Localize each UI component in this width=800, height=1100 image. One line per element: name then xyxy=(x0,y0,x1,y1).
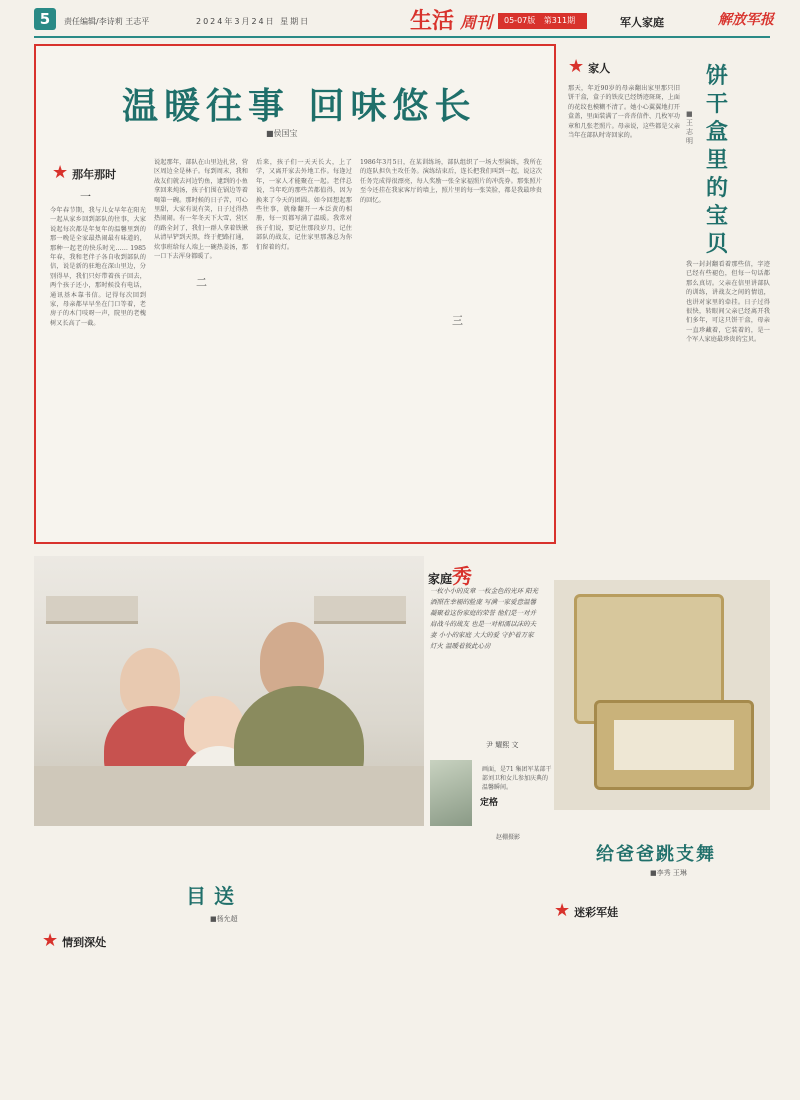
main-article xyxy=(34,44,556,544)
farewell-article-byline: ■杨允超 xyxy=(210,915,238,923)
article-column-4: 1986年3月5日，在某训练场，部队组织了一场大型演练，我所在的连队担负主攻任务。演练结束后，连长把我们叫到一起，说这次任务完成得很漂亮，每人奖励一张全家福照片的冲洗券。那张照片至今还挂在我家客厅的墙上，照片里的每一张笑脸，都是我最珍贵的回忆。 xyxy=(360,159,542,204)
section-weekly: 周刊 xyxy=(460,13,493,32)
subsection-number: 三 xyxy=(452,314,463,327)
section-heading: ★ 那年那时 xyxy=(52,162,117,183)
side-article-column-2: 我一封封翻看着那些信，字迹已经有些褪色，但每一句话都那么真切。父亲在信里讲部队的训练，讲战友之间的情谊，也讲对家里的牵挂。日子过得很快，转眼间父亲已经离开我们多年，可这只饼干盒，母亲一直珍藏着，它装着的，是一个军人家庭最珍贵的宝贝。 xyxy=(686,261,770,344)
biscuit-box-photo xyxy=(554,580,770,810)
family-photo xyxy=(34,556,424,826)
dance-article-title: 给爸爸跳支舞 xyxy=(596,844,716,865)
article-column-3: 后来，孩子们一天天长大，上了学，又离开家去外地工作。每逢过年，一家人才能聚在一起。老伴总说，当年吃的那些苦都值得，因为换来了今天的团圆。如今回想起那些往事，就像翻开一本泛黄的相册，每一页都写满了温暖。我常对孩子们说，要记住那段岁月，记住部队的战友，记住家里那盏总为你们留着的灯。 xyxy=(256,159,352,251)
header-rule xyxy=(34,36,770,38)
page-number: 5 xyxy=(34,8,56,30)
box-papers xyxy=(614,720,734,770)
side-article-column-1: 那天，年近90岁的母亲翻出家里那只旧饼干盒，盒子的铁皮已经锈迹斑斑，上面的花纹也模糊不清了。她小心翼翼地打开盒盖，里面装满了一沓沓信件、几枚军功章和几张老照片。母亲说，这些都是父亲当年在部队时寄回家的。 xyxy=(568,85,680,140)
thumbnail-title: 定格 xyxy=(480,798,499,808)
editors-line: 责任编辑/李诗莉 王志平 xyxy=(64,17,150,26)
family-show-tag: 家庭秀 xyxy=(428,564,473,588)
dance-section-heading: ★ 迷彩军娃 xyxy=(554,900,619,921)
section-life: 生活 xyxy=(410,9,455,34)
issue-band xyxy=(498,13,587,29)
main-article-title: 温暖往事 回味悠长 xyxy=(122,85,477,127)
page-header xyxy=(0,0,800,42)
shelf xyxy=(46,596,138,624)
poem-author: 尹 耀熙 文 xyxy=(486,741,519,749)
side-article-title: 饼干盒里的宝贝 xyxy=(706,63,729,257)
subsection-number: 一 xyxy=(80,190,91,203)
sofa xyxy=(34,766,424,826)
farewell-section-heading: ★ 情到深处 xyxy=(42,930,107,951)
thumbnail-author: 赵棚摄影 xyxy=(496,834,521,841)
family-poem: 一枚小小的皮章 一枚金色的光环 阳光洒照在幸福的脸庞 写满一家爱意温馨 凝聚着这份家庭的荣誉 他们是一对并肩战斗的战友 也是一对相濡以沫的夫妻 小小的家庭 大大的爱 守护着万家灯火 温暖着彼此心房 xyxy=(430,587,539,650)
newspaper-logo: 解放军报 xyxy=(718,12,774,28)
dance-article-byline: ■李秀 王琳 xyxy=(650,869,687,877)
star-icon: ★ xyxy=(568,56,585,77)
section-name: 军人家庭 xyxy=(620,16,664,29)
date-line: 2024年3月24日 星期日 xyxy=(196,17,311,26)
thumbnail-photo xyxy=(430,760,472,826)
star-icon: ★ xyxy=(52,162,69,183)
main-article-byline: ■侯国宝 xyxy=(266,129,298,138)
subsection-number: 二 xyxy=(196,276,207,289)
article-column-2: 说起那年，部队在山里边扎营，营区周边全是林子。每到周末，我和战友们就去河边钓鱼，逮到的小鱼拿回来炖汤，孩子们围在锅边等着喝第一碗。那时候的日子苦，可心里甜，大家有说有笑，日子过得热热闹闹。有一年冬天下大雪，营区的路全封了，我们一群人拿着铁锹从清早铲到天黑，终于把路打通，炊事班给每人端上一碗热姜汤，那一口下去浑身都暖了。 xyxy=(154,159,248,261)
article-column-1: 今年春节期，我与儿女早年在阳光一起从家乡回到部队的往事，大家说起每次都是年复年的温馨里到的那一晚是全家最热闹最有味道的，那种一起老的快乐时光…… 1985年春，我和老伴子各自收到部队的信，说是新的驻地在深山里边，分别得早，我们只好带着孩子回去，两个孩子还小，那时候没有电话，通讯基本靠书信。记得每次回到家，母亲都早早坐在门口等着，老房子的木门吱呀一声，院里的老槐树又长高了一截。 xyxy=(50,207,146,327)
shelf xyxy=(314,596,406,624)
band-pages: 05-07版 xyxy=(504,16,536,25)
thumbnail-caption: 画面，是71 集团军某部干部刘卫和女儿参加庆典的温馨瞬间。 xyxy=(482,766,552,791)
farewell-article-title: 目送 xyxy=(186,884,242,908)
side-section-heading: ★ 家人 xyxy=(568,56,611,77)
star-icon: ★ xyxy=(42,930,59,951)
side-article-author: ■王志明 xyxy=(686,110,693,145)
star-icon: ★ xyxy=(554,900,571,921)
band-issue: 第311期 xyxy=(543,16,576,25)
